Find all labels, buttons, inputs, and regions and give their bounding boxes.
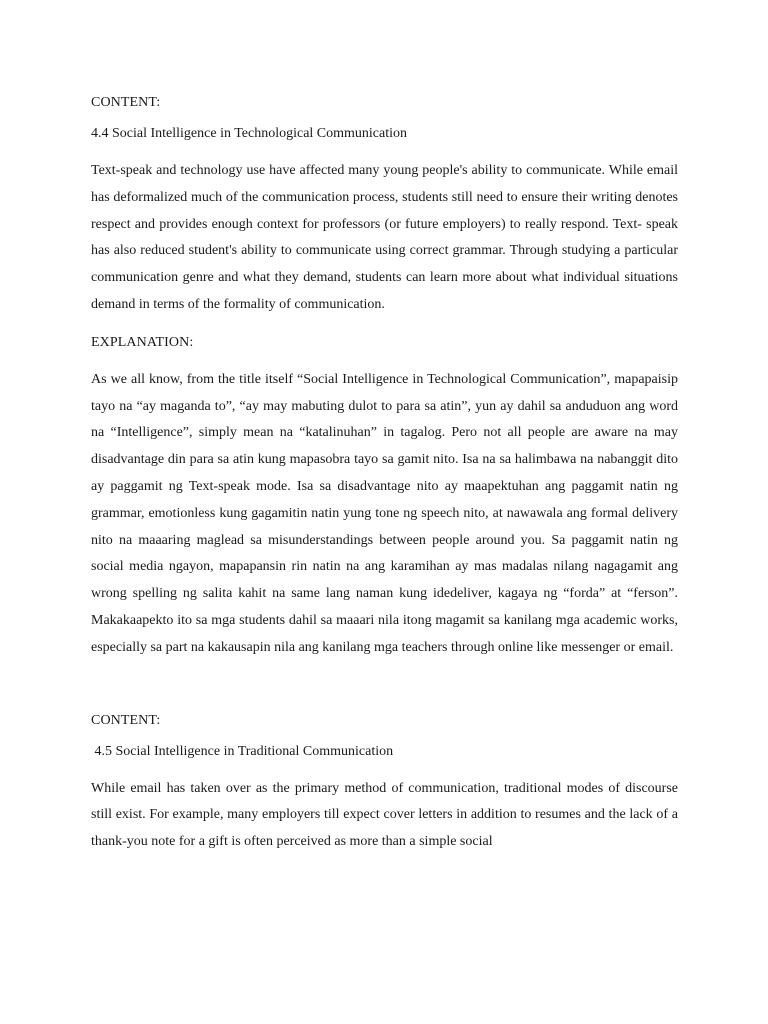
section-title-4-5: 4.5 Social Intelligence in Traditional Communication [91, 743, 394, 759]
section-body-4-5: While email has taken over as the primary method of communication, traditional modes of discourse still exist. For example, many employers till expect cover letters in addition to resumes and the lack of a thank-you note for a gift is often perceived as more than a simple social [91, 780, 678, 850]
section-body-4-4: Text-speak and technology use have affected many young people's ability to communicate. While email has deformalized much of the communication process, students still need to ensure their writing denotes respect and provides enough context for professors (or future employers) to really respond. Text- speak has also reduced student's ability to communicate using correct grammar. Through studying a particular communication genre and what they demand, students can learn more about what individual situations demand in terms of the formality of communication. [91, 163, 678, 312]
document-content [91, 93, 678, 856]
section-label-content-2: CONTENT: [91, 712, 161, 728]
section-title-4-4: 4.4 Social Intelligence in Technological Communication [91, 126, 408, 141]
section-label-explanation: EXPLANATION: [91, 334, 194, 350]
section-body-explanation: As we all know, from the title itself “Social Intelligence in Technological Communication”, mapapaisip tayo na “ay maganda to”, “ay may mabuting dulot to para sa atin”, yun ay dahil sa anduduon ang word na “Intelligence”, simply mean na “katalinuhan” in tagalog. Pero not all people are aware na may disadvantage din para sa atin kung mapasobra tayo sa gamit nito. Isa na sa halimbawa na nabanggit dito ay paggamit ng Text-speak mode. Isa sa disadvantage nito ay maapektuhan ang paggamit natin ng grammar, emotionless kung gagamitin natin yung tone ng speech nito, at nawawala ang formal delivery nito na maaaring maglead sa misunderstandings between people around you. Sa paggamit natin ng social media ngayon, mapapansin rin natin na ang karamihan ay mas madalas nilang nagagamit ang wrong spelling ng salita kahit na same lang naman kung idedeliver, kagaya ng “forda” at “ferson”. Makakaapekto ito sa mga students dahil sa maaari nila itong magamit sa kanilang mga academic works, especially sa part na kakausapin nila ang kanilang mga teachers through online like messenger or email. [91, 371, 678, 655]
section-label-content-1: CONTENT: [91, 95, 161, 110]
